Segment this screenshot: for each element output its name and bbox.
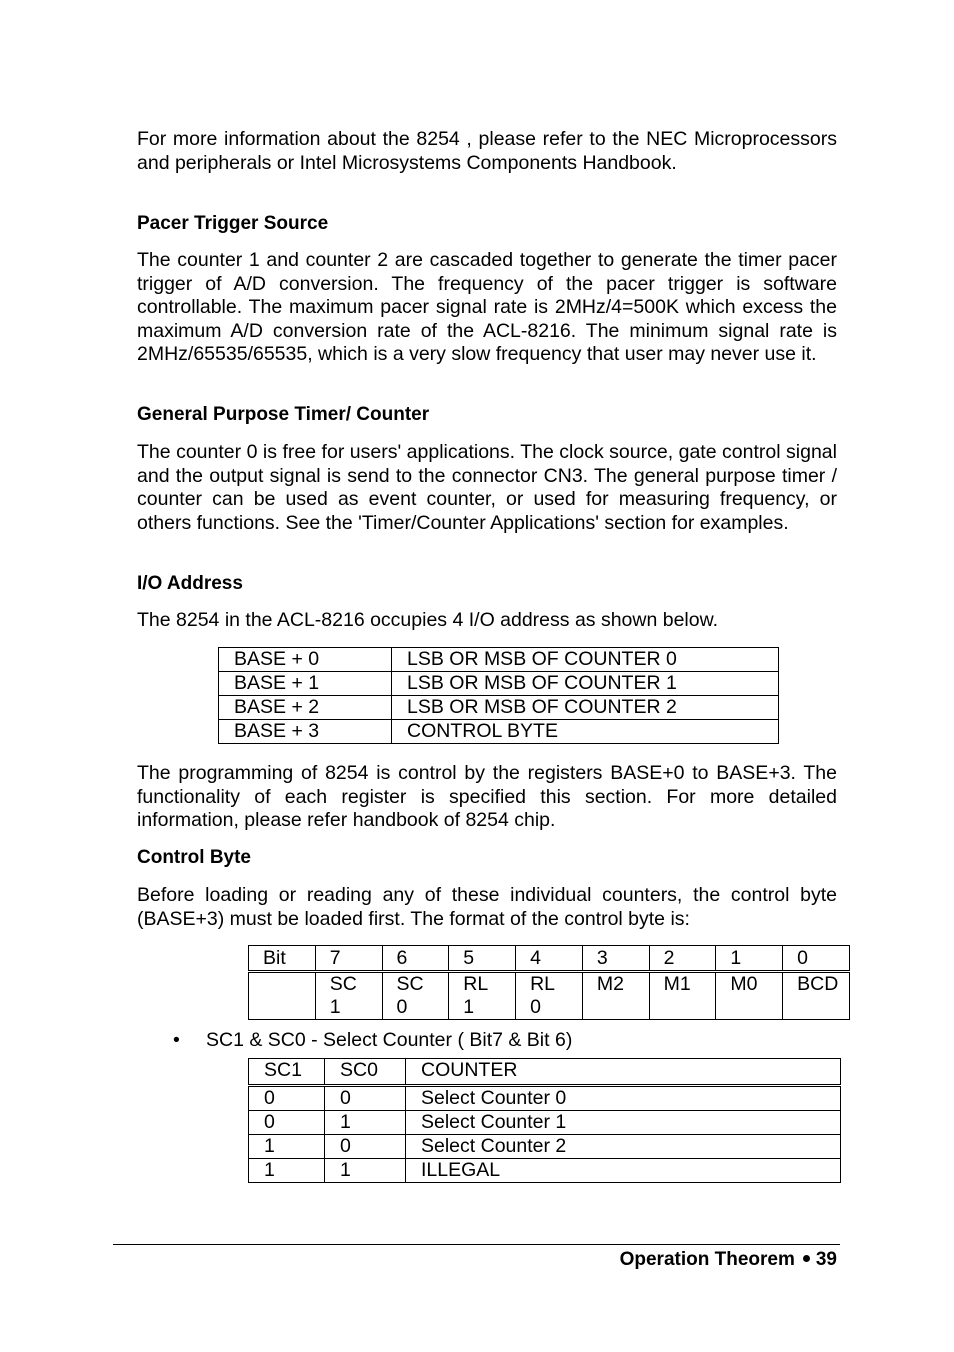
bit-header-cell: 2 bbox=[649, 946, 716, 972]
io-address-cell: BASE + 3 bbox=[219, 720, 392, 744]
sc-cell: 0 bbox=[325, 1135, 406, 1159]
bit-header-cell: 7 bbox=[315, 946, 382, 972]
io-description-cell: CONTROL BYTE bbox=[392, 720, 779, 744]
general-paragraph: The counter 0 is free for users' applications. The clock source, gate control signal and the output signal is send to the connector CN3. The general purpose timer / counter can be used as event counter, or used for measuring frequency, or others functions. See the 'Timer/Counter Applications' section for examples. bbox=[137, 441, 837, 534]
table-row bbox=[249, 1086, 841, 1111]
io-address-cell: BASE + 0 bbox=[219, 648, 392, 672]
bit-header-cell: 1 bbox=[716, 946, 783, 972]
bit-value-cell: BCD bbox=[783, 972, 850, 1020]
table-row bbox=[249, 1159, 841, 1183]
bullet-icon bbox=[803, 1255, 810, 1262]
bit-value-cell: M0 bbox=[716, 972, 783, 1020]
bullet-icon: • bbox=[173, 1029, 180, 1051]
sc-cell: 1 bbox=[249, 1135, 325, 1159]
bit-value-cell: RL 1 bbox=[449, 972, 516, 1020]
pacer-paragraph: The counter 1 and counter 2 are cascaded together to generate the timer pacer trigger of A/D conversion. The frequency of the pacer trigger is software controllable. The maximum pacer signal rate is 2MHz/4=500K which excess the maximum A/D conversion rate of the ACL-8216. The minimum signal rate is 2MHz/65535/65535, which is a very slow frequency that user may never use it. bbox=[137, 249, 837, 365]
sc-cell: Select Counter 1 bbox=[406, 1111, 841, 1135]
bit-header-cell: 3 bbox=[582, 946, 649, 972]
sc-header-cell: SC0 bbox=[325, 1059, 406, 1086]
control-byte-table bbox=[248, 945, 850, 1020]
sc-cell: ILLEGAL bbox=[406, 1159, 841, 1183]
sc-cell: Select Counter 0 bbox=[406, 1086, 841, 1111]
table-row bbox=[249, 972, 850, 1020]
bit-value-cell: M1 bbox=[649, 972, 716, 1020]
bit-header-cell: 5 bbox=[449, 946, 516, 972]
bit-header-cell: 6 bbox=[382, 946, 449, 972]
footer-divider bbox=[113, 1244, 840, 1245]
bit-value-cell: RL 0 bbox=[516, 972, 583, 1020]
sc-cell: Select Counter 2 bbox=[406, 1135, 841, 1159]
control-paragraph: Before loading or reading any of these individual counters, the control byte (BASE+3) must be loaded first. The format of the control byte is: bbox=[137, 884, 837, 930]
select-counter-table bbox=[248, 1058, 841, 1183]
footer-section-title: Operation Theorem bbox=[619, 1249, 795, 1270]
page-footer bbox=[620, 1248, 837, 1272]
bit-value-cell bbox=[249, 972, 316, 1020]
bit-value-cell: M2 bbox=[582, 972, 649, 1020]
table-row bbox=[249, 1135, 841, 1159]
io-address-cell: BASE + 1 bbox=[219, 672, 392, 696]
bit-header-cell: 0 bbox=[783, 946, 850, 972]
table-row bbox=[219, 720, 779, 744]
sc-cell: 1 bbox=[325, 1111, 406, 1135]
programming-paragraph: The programming of 8254 is control by the registers BASE+0 to BASE+3. The functionality of each register is specified this section. For more detailed information, please refer handbook of 8254 chip. bbox=[137, 762, 837, 831]
table-row bbox=[249, 1111, 841, 1135]
heading-pacer-trigger-source: Pacer Trigger Source bbox=[137, 213, 329, 234]
bit-value-cell: SC 1 bbox=[315, 972, 382, 1020]
table-row bbox=[219, 648, 779, 672]
bullet-text: SC1 & SC0 - Select Counter ( Bit7 & Bit 6) bbox=[206, 1029, 573, 1051]
sc-header-cell: SC1 bbox=[249, 1059, 325, 1086]
io-paragraph: The 8254 in the ACL-8216 occupies 4 I/O address as shown below. bbox=[137, 609, 719, 631]
sc-cell: 0 bbox=[325, 1086, 406, 1111]
io-description-cell: LSB OR MSB OF COUNTER 1 bbox=[392, 672, 779, 696]
table-row bbox=[219, 696, 779, 720]
heading-control-byte: Control Byte bbox=[137, 847, 251, 868]
io-address-cell: BASE + 2 bbox=[219, 696, 392, 720]
sc-cell: 0 bbox=[249, 1086, 325, 1111]
intro-paragraph: For more information about the 8254 , please refer to the NEC Microprocessors and peripherals or Intel Microsystems Components Handbook. bbox=[137, 128, 837, 174]
sc-header-cell: COUNTER bbox=[406, 1059, 841, 1086]
heading-io-address: I/O Address bbox=[137, 573, 243, 594]
sc-cell: 1 bbox=[325, 1159, 406, 1183]
table-row bbox=[249, 1059, 841, 1086]
io-description-cell: LSB OR MSB OF COUNTER 2 bbox=[392, 696, 779, 720]
sc-cell: 1 bbox=[249, 1159, 325, 1183]
bit-value-cell: SC 0 bbox=[382, 972, 449, 1020]
page-number: 39 bbox=[815, 1249, 837, 1270]
heading-general-purpose-timer: General Purpose Timer/ Counter bbox=[137, 404, 430, 425]
sc-cell: 0 bbox=[249, 1111, 325, 1135]
bit-header-cell: Bit bbox=[249, 946, 316, 972]
io-address-table bbox=[218, 647, 779, 744]
bit-header-cell: 4 bbox=[516, 946, 583, 972]
bullet-item bbox=[173, 1029, 572, 1053]
table-row bbox=[249, 946, 850, 972]
table-row bbox=[219, 672, 779, 696]
io-description-cell: LSB OR MSB OF COUNTER 0 bbox=[392, 648, 779, 672]
